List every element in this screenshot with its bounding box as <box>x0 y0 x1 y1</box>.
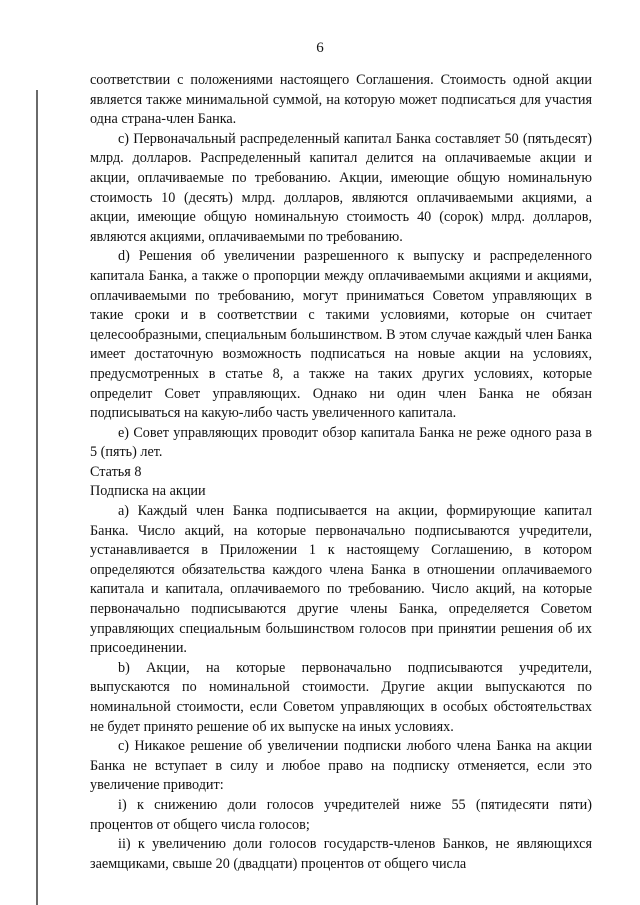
paragraph-continuation: соответствии с положениями настоящего Соглашения. Стоимость одной акции является также минимальной суммой, на которую может подписаться для участия одна страна-член Банка. <box>90 72 592 128</box>
article-title: Подписка на акции <box>90 483 206 500</box>
paragraph-b-share-issue: b) Акции, на которые первоначально подписываются учредители, выпускаются по номинальной стоимости. Другие акции выпускаются по номинальной стоимости, если Советом управляющих в особых обстоятельствах не будет принято решение об их выпуске на иных условиях. <box>90 659 592 735</box>
article-number: Статья 8 <box>90 463 142 480</box>
paragraph-i-founders-votes: i) к снижению доли голосов учредителей ниже 55 (пятидесяти пяти) процентов от общего числа голосов; <box>90 796 592 833</box>
paragraph-e-capital-review: e) Совет управляющих проводит обзор капитала Банка не реже одного раза в 5 (пять) лет. <box>90 424 592 461</box>
paragraph-ii-nonborrower-votes: ii) к увеличению доли голосов государств-членов Банков, не являющихся заемщиками, свыше 20 (двадцати) процентов от общего числа <box>90 836 592 872</box>
document-body <box>90 71 592 874</box>
paragraph-c-increase-restriction: c) Никакое решение об увеличении подписки любого члена Банка на акции Банка не вступает в силу и любое право на подписку отменяется, если это увеличение приводит: <box>90 738 592 794</box>
page-number: 6 <box>316 40 324 56</box>
page-left-edge-line <box>36 90 38 905</box>
paragraph-d-capital-increase: d) Решения об увеличении разрешенного к выпуску и распределенного капитала Банка, а также о пропорции между оплачиваемыми акциями и акциями, оплачиваемыми по требованию, могут приниматься Советом управляющих в такие сроки и в соответствии с такими условиями, которые он считает целесообразными, специальным большинством. В этом случае каждый член Банка имеет достаточную возможность подписаться на новые акции на условиях, предусмотренных в статье 8, а также на таких других условиях, которые определит Совет управляющих. Однако ни один член Банка не обязан подписываться на какую-либо часть увеличенного капитала. <box>90 248 592 422</box>
paragraph-c-capital: c) Первоначальный распределенный капитал Банка составляет 50 (пятьдесят) млрд. долларов. Распределенный капитал делится на оплачиваемые акции и акции, оплачиваемые по требованию. Акции, имеющие общую номинальную стоимость 10 (десять) млрд. долларов, являются оплачиваемыми акциями, а акции, имеющие общую номинальную стоимость 40 (сорок) млрд. долларов, являются акциями, оплачиваемыми по требованию. <box>90 130 592 245</box>
paragraph-a-subscription: a) Каждый член Банка подписывается на акции, формирующие капитал Банка. Число акций, на которые первоначально подписываются учредители, устанавливается в Приложении 1 к настоящему Соглашению, в котором определяются обязательства каждого члена Банка в отношении оплачиваемого капитала и капитала, оплачиваемого по требованию. Число акций, на которые первоначально подписываются другие члены Банка, определяется Советом управляющих специальным большинством голосов при принятии решения об их присоединении. <box>90 503 592 657</box>
